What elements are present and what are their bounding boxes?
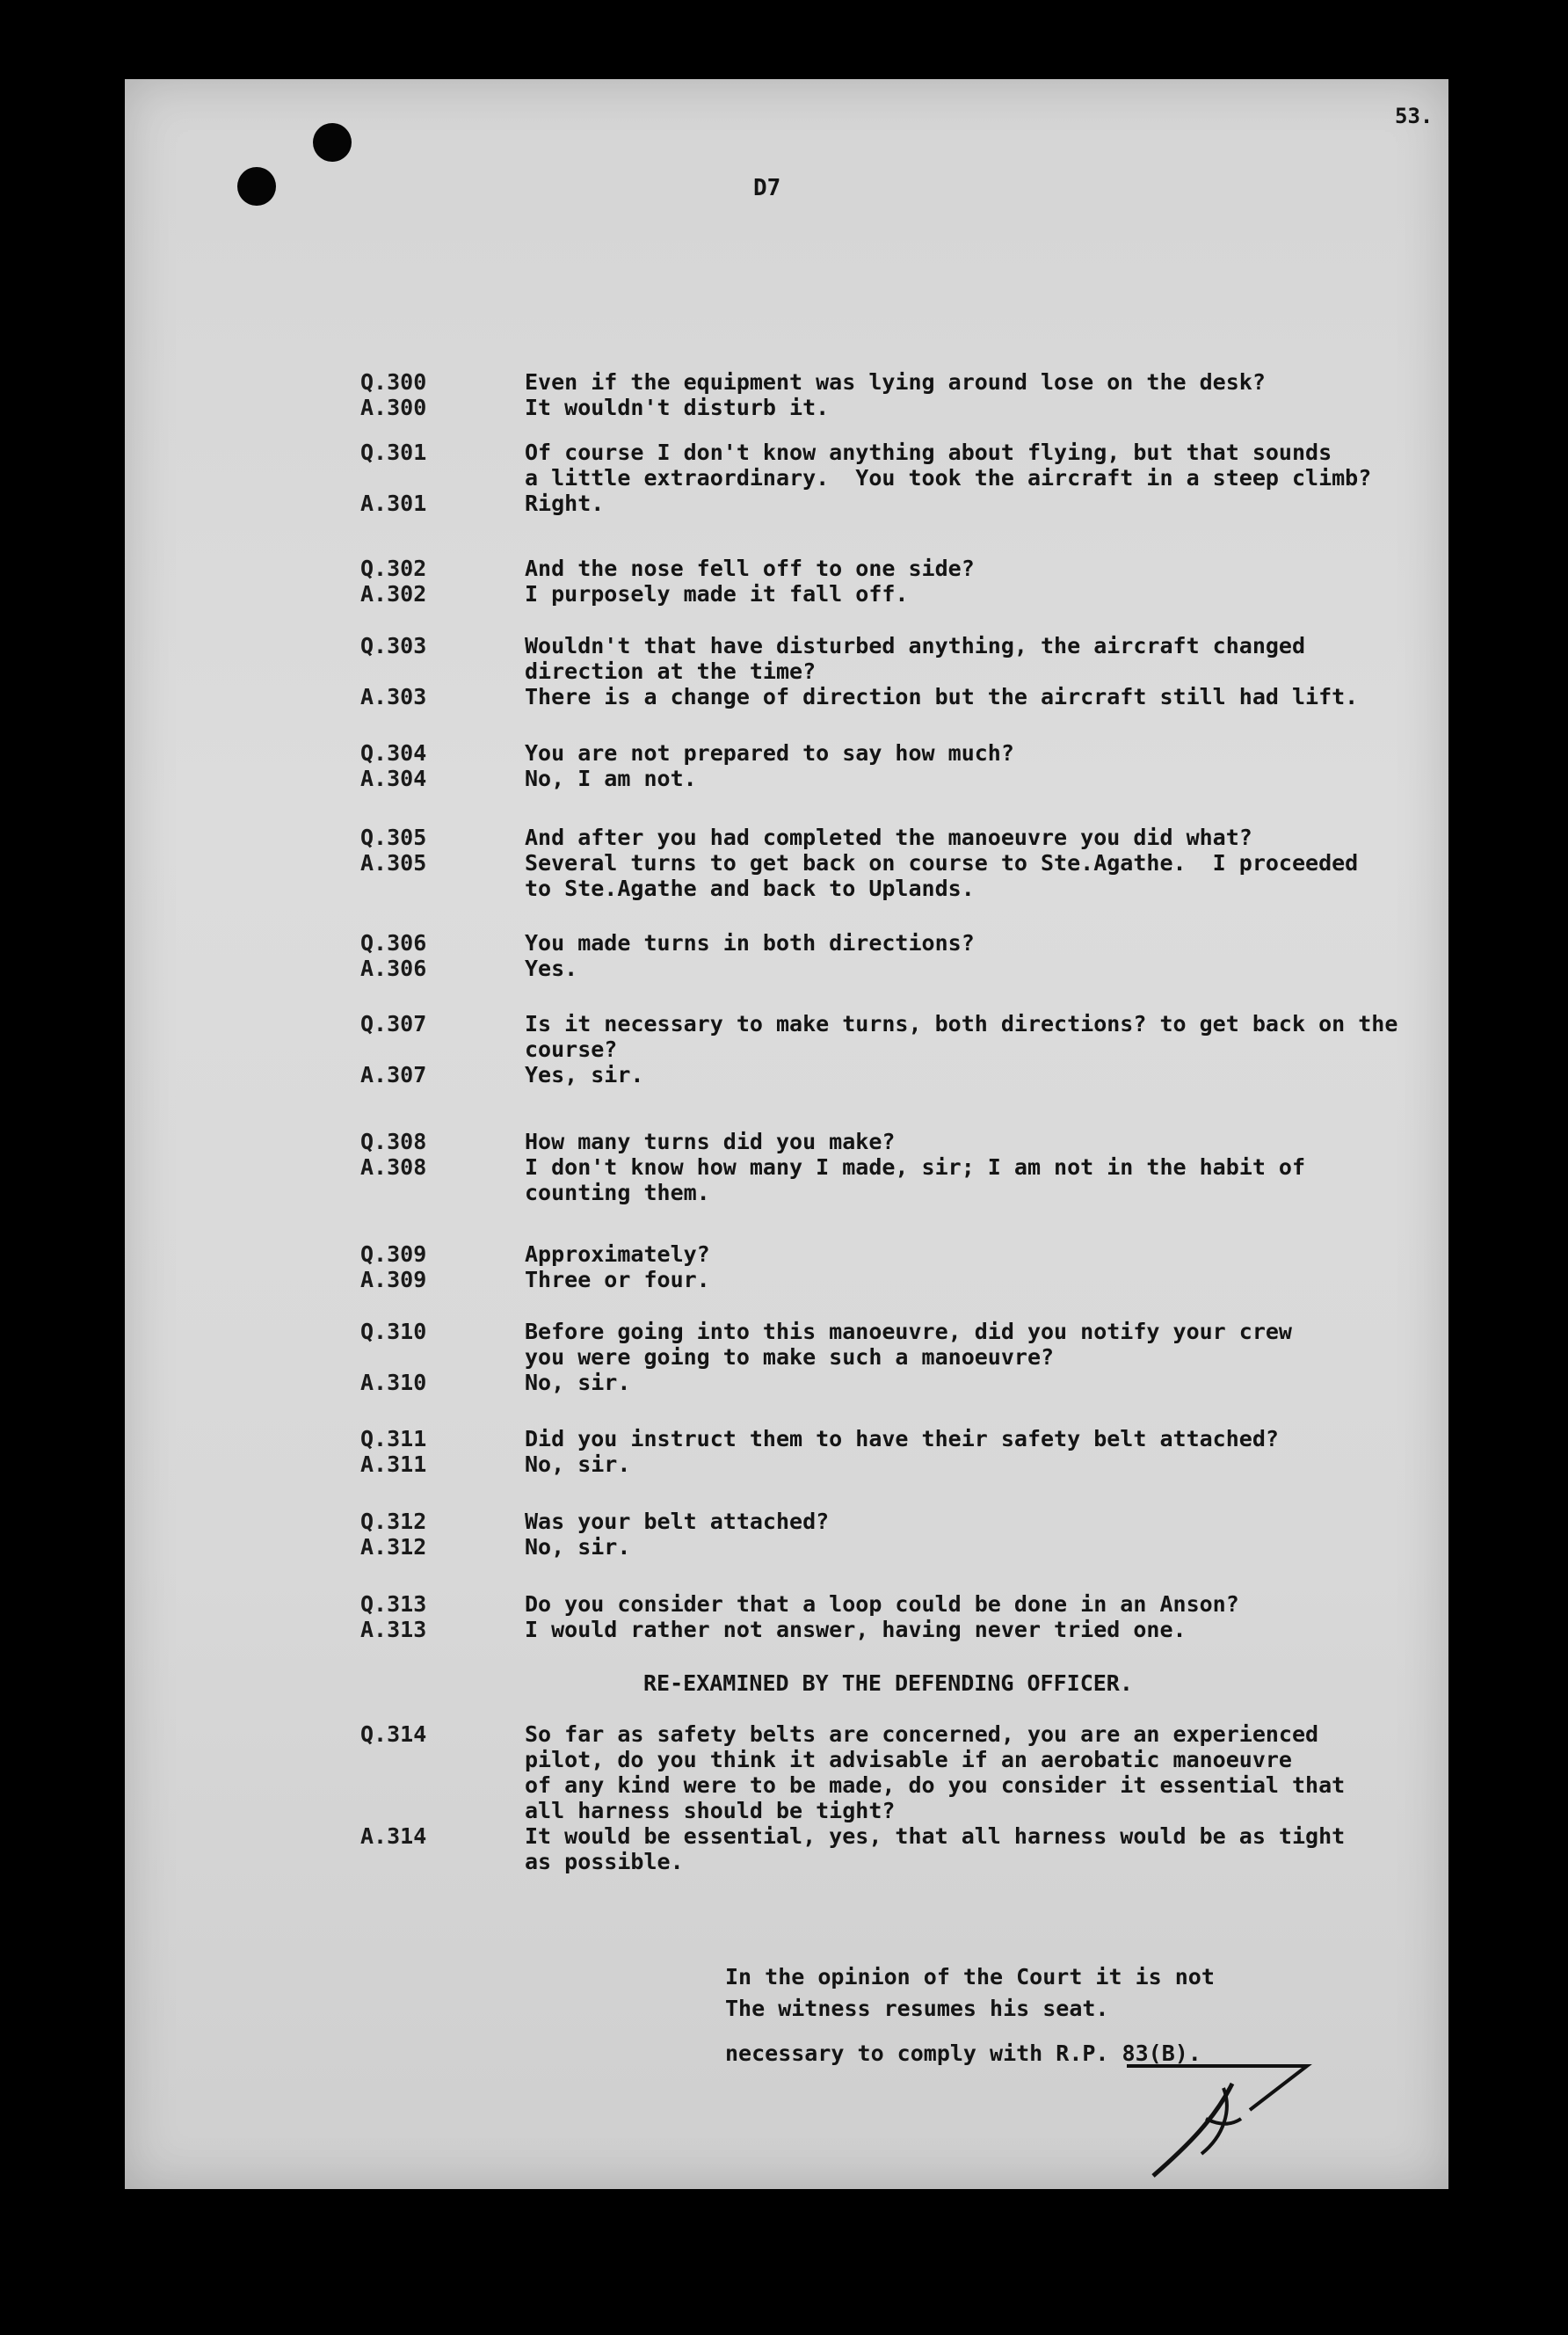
question-number: Q.314 (360, 1721, 427, 1747)
reexam-heading: RE-EXAMINED BY THE DEFENDING OFFICER. (643, 1670, 1133, 1696)
court-note-line: necessary to comply with R.P. 83(B). (725, 2040, 1201, 2066)
page-header-code: D7 (753, 175, 781, 201)
question-number: Q.306 (360, 930, 427, 956)
answer-number: A.310 (360, 1370, 427, 1395)
answer-text: There is a change of direction but the aircraft still had lift. (525, 684, 1359, 709)
question-text: Even if the equipment was lying around lose on the desk? (525, 369, 1266, 395)
question-text: Is it necessary to make turns, both directions? to get back on the (525, 1011, 1398, 1037)
answer-number: A.307 (360, 1062, 427, 1087)
question-text: a little extraordinary. You took the aircraft in a steep climb? (525, 465, 1372, 491)
question-text: course? (525, 1037, 618, 1062)
question-number: Q.302 (360, 556, 427, 581)
question-text: pilot, do you think it advisable if an aerobatic manoeuvre (525, 1747, 1292, 1772)
question-text: How many turns did you make? (525, 1129, 896, 1154)
answer-number: A.309 (360, 1267, 427, 1292)
answer-text: to Ste.Agathe and back to Uplands. (525, 876, 975, 901)
question-number: Q.301 (360, 440, 427, 465)
document-page (125, 79, 1448, 2189)
question-text: Do you consider that a loop could be done in an Anson? (525, 1591, 1239, 1617)
question-text: Was your belt attached? (525, 1509, 830, 1534)
question-text: You made turns in both directions? (525, 930, 975, 956)
punch-hole-right (313, 123, 352, 162)
answer-text: No, I am not. (525, 766, 697, 791)
question-text: You are not prepared to say how much? (525, 740, 1014, 766)
answer-number: A.302 (360, 581, 427, 607)
question-text: direction at the time? (525, 658, 817, 684)
answer-text: No, sir. (525, 1534, 631, 1560)
question-text: And after you had completed the manoeuvre you did what? (525, 825, 1252, 850)
question-number: Q.311 (360, 1426, 427, 1451)
punch-hole-left (237, 167, 276, 206)
question-number: Q.305 (360, 825, 427, 850)
answer-text: Right. (525, 491, 605, 516)
court-note-line: In the opinion of the Court it is not (725, 1964, 1215, 1989)
question-text: Approximately? (525, 1241, 710, 1267)
answer-number: A.306 (360, 956, 427, 981)
question-text: you were going to make such a manoeuvre? (525, 1344, 1055, 1370)
answer-text: Yes, sir. (525, 1062, 644, 1087)
answer-text: No, sir. (525, 1451, 631, 1477)
question-number: Q.309 (360, 1241, 427, 1267)
question-number: Q.313 (360, 1591, 427, 1617)
question-number: Q.307 (360, 1011, 427, 1037)
answer-number: A.311 (360, 1451, 427, 1477)
answer-number: A.301 (360, 491, 427, 516)
question-text: Of course I don't know anything about flying, but that sounds (525, 440, 1332, 465)
question-text: And the nose fell off to one side? (525, 556, 975, 581)
answer-text: No, sir. (525, 1370, 631, 1395)
question-number: Q.304 (360, 740, 427, 766)
question-text: Before going into this manoeuvre, did you notify your crew (525, 1319, 1292, 1344)
answer-text: Several turns to get back on course to Ste.Agathe. I proceeded (525, 850, 1359, 876)
answer-text: I would rather not answer, having never tried one. (525, 1617, 1187, 1642)
answer-number: A.303 (360, 684, 427, 709)
answer-text: Yes. (525, 956, 578, 981)
answer-number: A.312 (360, 1534, 427, 1560)
question-number: Q.303 (360, 633, 427, 658)
witness-note: The witness resumes his seat. (725, 1996, 1109, 2021)
question-text: Did you instruct them to have their safety belt attached? (525, 1426, 1279, 1451)
question-number: Q.308 (360, 1129, 427, 1154)
answer-number: A.314 (360, 1823, 427, 1849)
question-number: Q.310 (360, 1319, 427, 1344)
answer-text: It would be essential, yes, that all harness would be as tight (525, 1823, 1346, 1849)
answer-text: as possible. (525, 1849, 684, 1874)
answer-number: A.300 (360, 395, 427, 420)
answer-text: counting them. (525, 1180, 710, 1205)
answer-text: I purposely made it fall off. (525, 581, 909, 607)
answer-number: A.305 (360, 850, 427, 876)
question-text: Wouldn't that have disturbed anything, the aircraft changed (525, 633, 1306, 658)
question-text: of any kind were to be made, do you consider it essential that (525, 1772, 1346, 1798)
answer-text: Three or four. (525, 1267, 710, 1292)
answer-number: A.308 (360, 1154, 427, 1180)
signature-mark (1118, 2048, 1320, 2180)
question-number: Q.300 (360, 369, 427, 395)
answer-text: I don't know how many I made, sir; I am not in the habit of (525, 1154, 1306, 1180)
question-number: Q.312 (360, 1509, 427, 1534)
page-folio: 53. (1395, 104, 1434, 128)
question-text: So far as safety belts are concerned, you are an experienced (525, 1721, 1319, 1747)
answer-number: A.313 (360, 1617, 427, 1642)
answer-number: A.304 (360, 766, 427, 791)
answer-text: It wouldn't disturb it. (525, 395, 830, 420)
question-text: all harness should be tight? (525, 1798, 896, 1823)
